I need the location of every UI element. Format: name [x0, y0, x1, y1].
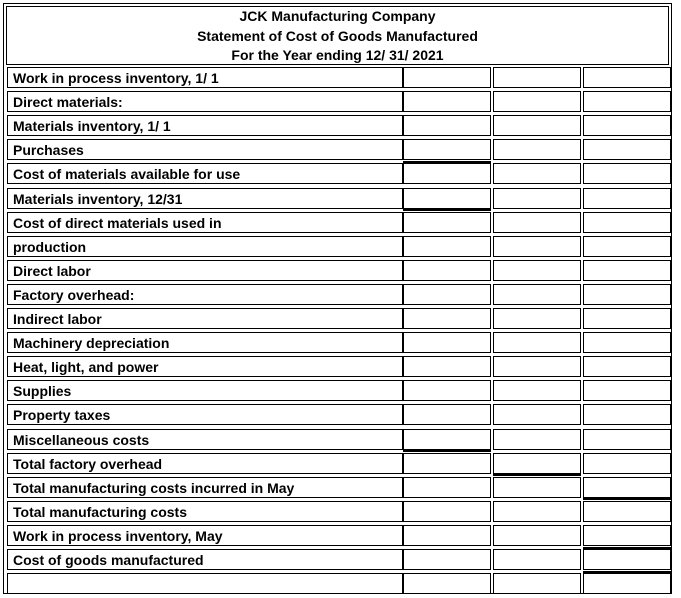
amount-cell-col3[interactable]	[583, 284, 671, 305]
amount-cell-col2[interactable]	[493, 356, 581, 377]
row-label: Miscellaneous costs	[13, 431, 150, 448]
cogm-statement-table	[3, 3, 672, 594]
amount-cell-col2[interactable]	[493, 91, 581, 112]
amount-cell-col3[interactable]	[583, 404, 671, 425]
amount-cell-col1[interactable]	[403, 453, 491, 474]
amount-cell-col2[interactable]	[493, 260, 581, 281]
row-label-cell	[7, 284, 403, 305]
amount-cell-col3[interactable]	[583, 429, 671, 450]
amount-cell-col2[interactable]	[493, 429, 581, 450]
amount-cell-col3[interactable]	[583, 188, 671, 209]
row-label-cell	[7, 308, 403, 329]
amount-cell-col1[interactable]	[403, 356, 491, 377]
amount-cell-col2[interactable]	[493, 549, 581, 570]
amount-cell-col3[interactable]	[583, 356, 671, 377]
amount-cell-col1[interactable]	[403, 115, 491, 136]
amount-cell-col2[interactable]	[493, 525, 581, 546]
subtotal-rule	[403, 161, 491, 163]
row-label: Indirect labor	[13, 311, 102, 327]
amount-cell-col3[interactable]	[583, 260, 671, 281]
amount-cell-col1[interactable]	[403, 188, 491, 209]
amount-cell-col3[interactable]	[583, 453, 671, 474]
table-row	[4, 308, 673, 332]
amount-cell-col2[interactable]	[493, 308, 581, 329]
table-row	[4, 549, 673, 573]
table-row	[4, 236, 673, 260]
row-label: Supplies	[13, 383, 72, 400]
amount-cell-col3[interactable]	[583, 332, 671, 353]
amount-cell-col2[interactable]	[493, 163, 581, 184]
amount-cell-col1[interactable]	[403, 429, 491, 450]
row-label-cell	[7, 380, 403, 401]
amount-cell-col3[interactable]	[583, 139, 671, 160]
table-row	[4, 260, 673, 284]
table-row	[4, 404, 673, 428]
amount-cell-col2[interactable]	[493, 453, 581, 474]
amount-cell-col3[interactable]	[583, 236, 671, 257]
table-row	[4, 91, 673, 115]
amount-cell-col1[interactable]	[403, 380, 491, 401]
subtotal-rule	[583, 547, 671, 549]
amount-cell-col3[interactable]	[583, 477, 671, 498]
row-label-cell	[7, 188, 403, 209]
subtotal-rule	[583, 571, 671, 573]
amount-cell-col2[interactable]	[493, 380, 581, 401]
amount-cell-col2[interactable]	[493, 115, 581, 136]
table-row	[4, 356, 673, 380]
amount-cell-col1[interactable]	[403, 284, 491, 305]
row-label: Property taxes	[13, 407, 111, 424]
amount-cell-col1[interactable]	[403, 549, 491, 570]
table-row	[4, 139, 673, 163]
row-label: Materials inventory, 12/31	[13, 190, 183, 207]
amount-cell-col2[interactable]	[493, 188, 581, 209]
row-label: production	[13, 238, 87, 255]
amount-cell-col3[interactable]	[583, 212, 671, 233]
table-row	[4, 163, 673, 187]
row-label-cell	[7, 501, 403, 522]
amount-cell-col2[interactable]	[493, 477, 581, 498]
amount-cell-col3[interactable]	[583, 549, 671, 570]
table-row	[4, 332, 673, 356]
row-label-cell	[7, 573, 403, 594]
amount-cell-col3[interactable]	[583, 115, 671, 136]
row-label: Heat, light, and power	[13, 359, 159, 376]
row-label-cell	[7, 163, 403, 184]
amount-cell-col1[interactable]	[403, 212, 491, 233]
row-label-cell	[7, 404, 403, 425]
row-label: Purchases	[13, 142, 84, 159]
statement-period: For the Year ending 12/ 31/ 2021	[231, 47, 444, 63]
table-row	[4, 525, 673, 549]
amount-cell-col1[interactable]	[403, 573, 491, 594]
row-label: Cost of goods manufactured	[13, 552, 204, 568]
table-row	[4, 501, 673, 525]
table-row	[4, 380, 673, 404]
table-row	[4, 429, 673, 453]
amount-cell-col1[interactable]	[403, 67, 491, 88]
row-label: Total manufacturing costs incurred in May	[13, 479, 295, 496]
amount-cell-col1[interactable]	[403, 332, 491, 353]
row-label-cell	[7, 429, 403, 450]
row-label: Work in process inventory, 1/ 1	[13, 70, 219, 86]
row-label-cell	[7, 477, 403, 498]
amount-cell-col2[interactable]	[493, 212, 581, 233]
amount-cell-col1[interactable]	[403, 525, 491, 546]
table-row	[4, 477, 673, 501]
row-label: Total manufacturing costs	[13, 503, 187, 520]
amount-cell-col1[interactable]	[403, 163, 491, 184]
amount-cell-col2[interactable]	[493, 236, 581, 257]
row-label-cell	[7, 115, 403, 136]
amount-cell-col2[interactable]	[493, 404, 581, 425]
row-label-cell	[7, 525, 403, 546]
row-label: Factory overhead:	[13, 286, 135, 303]
row-label: Direct materials:	[13, 94, 123, 111]
amount-cell-col2[interactable]	[493, 332, 581, 353]
row-label: Materials inventory, 1/ 1	[13, 118, 171, 135]
amount-cell-col2[interactable]	[493, 67, 581, 88]
row-label: Work in process inventory, May	[13, 527, 223, 544]
amount-cell-col3[interactable]	[583, 67, 671, 88]
table-row	[4, 453, 673, 477]
amount-cell-col1[interactable]	[403, 404, 491, 425]
row-label-cell	[7, 67, 403, 88]
amount-cell-col2[interactable]	[493, 284, 581, 305]
statement-title: Statement of Cost of Goods Manufactured	[197, 27, 478, 44]
amount-cell-col3[interactable]	[583, 380, 671, 401]
row-label-cell	[7, 236, 403, 257]
table-row	[4, 67, 673, 91]
row-label: Direct labor	[13, 262, 91, 279]
table-row	[4, 212, 673, 236]
amount-cell-col3[interactable]	[583, 163, 671, 184]
row-label-cell	[7, 356, 403, 377]
amount-cell-col3[interactable]	[583, 308, 671, 329]
amount-cell-col1[interactable]	[403, 139, 491, 160]
table-row	[4, 284, 673, 308]
amount-cell-col3[interactable]	[583, 573, 671, 594]
row-label: Cost of direct materials used in	[13, 214, 222, 231]
row-label: Machinery depreciation	[13, 335, 170, 352]
row-label-cell	[7, 91, 403, 112]
amount-cell-col1[interactable]	[403, 260, 491, 281]
table-row	[4, 573, 673, 597]
amount-cell-col3[interactable]	[583, 91, 671, 112]
row-label-cell	[7, 549, 403, 570]
company-name: JCK Manufacturing Company	[239, 8, 436, 24]
subtotal-rule	[403, 450, 491, 452]
amount-cell-col1[interactable]	[403, 236, 491, 257]
amount-cell-col3[interactable]	[583, 525, 671, 546]
amount-cell-col1[interactable]	[403, 501, 491, 522]
row-label-cell	[7, 453, 403, 474]
subtotal-rule	[493, 474, 581, 476]
subtotal-rule	[403, 209, 491, 211]
amount-cell-col2[interactable]	[493, 139, 581, 160]
amount-cell-col2[interactable]	[493, 501, 581, 522]
subtotal-rule	[583, 498, 671, 500]
amount-cell-col1[interactable]	[403, 91, 491, 112]
row-label: Total factory overhead	[13, 455, 163, 472]
table-row	[4, 115, 673, 139]
statement-header	[6, 6, 669, 65]
amount-cell-col3[interactable]	[583, 501, 671, 522]
amount-cell-col1[interactable]	[403, 308, 491, 329]
amount-cell-col1[interactable]	[403, 477, 491, 498]
amount-cell-col2[interactable]	[493, 573, 581, 594]
row-label-cell	[7, 260, 403, 281]
row-label-cell	[7, 212, 403, 233]
table-row	[4, 188, 673, 212]
row-label-cell	[7, 139, 403, 160]
row-label-cell	[7, 332, 403, 353]
row-label: Cost of materials available for use	[13, 166, 241, 183]
